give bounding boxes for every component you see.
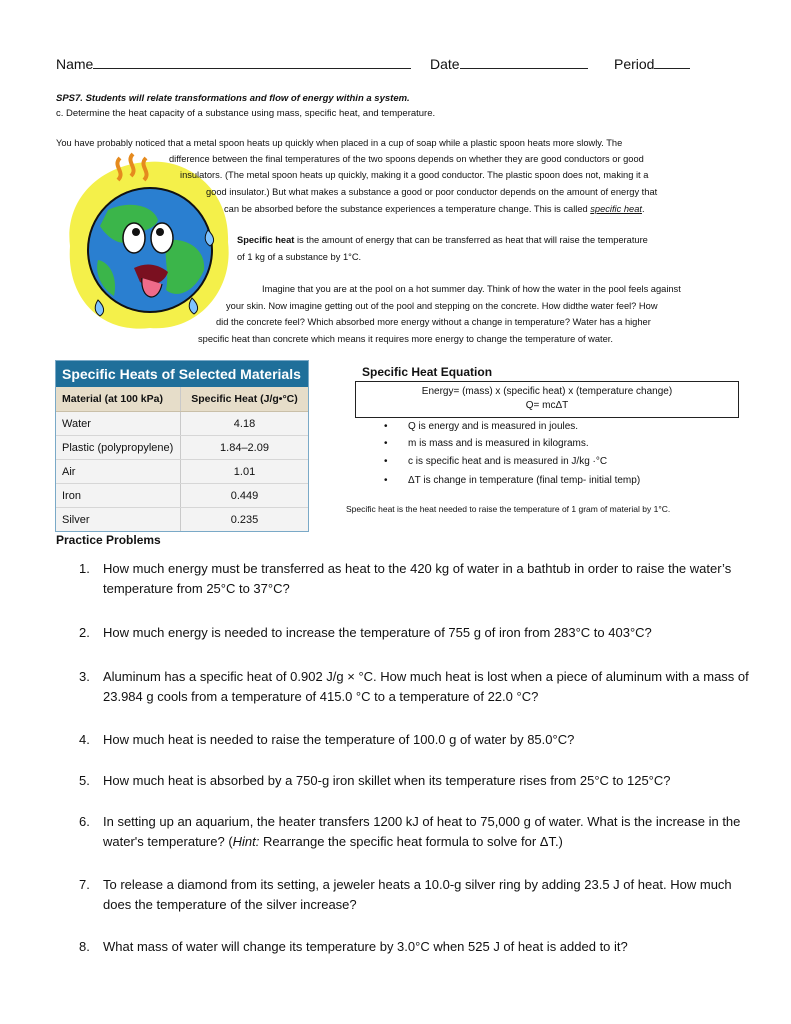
equation-box: Energy= (mass) x (specific heat) x (temperature change) Q= mcΔT — [355, 381, 739, 418]
specific-heats-table — [55, 360, 309, 532]
table-row: Air 1.01 — [56, 460, 308, 484]
table-row: Water 4.18 — [56, 412, 308, 436]
name-field[interactable] — [56, 56, 411, 72]
date-blank[interactable] — [460, 56, 588, 69]
equation-title: Specific Heat Equation — [362, 365, 493, 379]
specific-heat-term: specific heat — [590, 204, 642, 214]
standard-element: c. Determine the heat capacity of a substance using mass, specific heat, and temperature. — [56, 108, 436, 119]
standard-code: SPS7. Students will relate transformations and flow of energy within a system. — [56, 93, 410, 104]
specific-heat-note: Specific heat is the heat needed to raise the temperature of 1 gram of material by 1°C. — [346, 504, 671, 514]
table-row: Silver 0.235 — [56, 508, 308, 531]
table-row: Iron 0.449 — [56, 484, 308, 508]
name-label: Name — [56, 56, 94, 72]
table-header: Material (at 100 kPa) Specific Heat (J/g•°C) — [56, 387, 308, 412]
name-blank[interactable] — [93, 56, 411, 69]
period-field[interactable] — [614, 56, 690, 72]
date-field[interactable] — [430, 56, 588, 72]
table-row: Plastic (polypropylene) 1.84–2.09 — [56, 436, 308, 460]
table-title: Specific Heats of Selected Materials — [56, 361, 308, 387]
period-label: Period — [614, 56, 655, 72]
date-label: Date — [430, 56, 460, 72]
practice-problems-title: Practice Problems — [56, 533, 161, 547]
period-blank[interactable] — [654, 56, 690, 69]
